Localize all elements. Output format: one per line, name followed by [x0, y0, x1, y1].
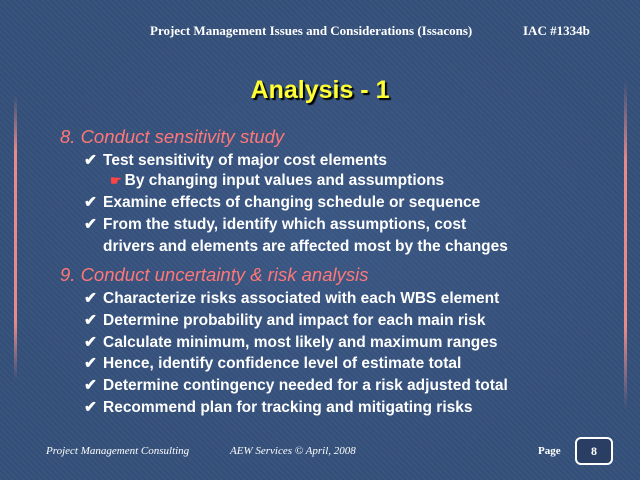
checkmark-icon: ✔	[84, 334, 97, 351]
bullet-item: ✔ From the study, identify which assumptions, cost	[84, 216, 467, 233]
bullet-item: ✔ Recommend plan for tracking and mitigating risks	[84, 399, 473, 416]
section-heading-risk: 9. Conduct uncertainty & risk analysis	[60, 264, 369, 285]
header-title: Project Management Issues and Considerations (Issacons)	[150, 23, 473, 38]
page-number-box: 8	[575, 437, 613, 465]
left-accent-bar	[14, 95, 17, 380]
slide-header	[0, 23, 640, 43]
page-label: Page	[538, 445, 561, 457]
slide-footer	[0, 443, 640, 463]
bullet-item: ✔ Test sensitivity of major cost elements	[84, 152, 387, 169]
bullet-item: ✔ Calculate minimum, most likely and maximum ranges	[84, 334, 498, 351]
right-accent-bar	[624, 80, 627, 410]
bullet-continuation: drivers and elements are affected most by the changes	[103, 238, 508, 255]
sub-bullet-item: ☛ By changing input values and assumptions	[110, 172, 445, 189]
bullet-item: ✔ Determine contingency needed for a risk adjusted total	[84, 377, 508, 394]
checkmark-icon: ✔	[84, 194, 97, 211]
pointing-hand-icon: ☛	[110, 173, 122, 188]
section-heading-sensitivity: 8. Conduct sensitivity study	[60, 126, 285, 147]
checkmark-icon: ✔	[84, 216, 97, 233]
bullet-item: ✔ Determine probability and impact for each main risk	[84, 312, 486, 329]
checkmark-icon: ✔	[84, 290, 97, 307]
checkmark-icon: ✔	[84, 312, 97, 329]
bullet-item: ✔ Characterize risks associated with each WBS element	[84, 290, 500, 307]
checkmark-icon: ✔	[84, 399, 97, 416]
bullet-item: ✔ Examine effects of changing schedule or sequence	[84, 194, 481, 211]
checkmark-icon: ✔	[84, 152, 97, 169]
bullet-item: ✔ Hence, identify confidence level of estimate total	[84, 355, 462, 372]
checkmark-icon: ✔	[84, 355, 97, 372]
header-code: IAC #1334b	[523, 23, 590, 38]
footer-company: Project Management Consulting	[46, 445, 190, 457]
footer-copyright: AEW Services © April, 2008	[230, 445, 356, 457]
slide-title: Analysis - 1	[250, 76, 390, 104]
checkmark-icon: ✔	[84, 377, 97, 394]
